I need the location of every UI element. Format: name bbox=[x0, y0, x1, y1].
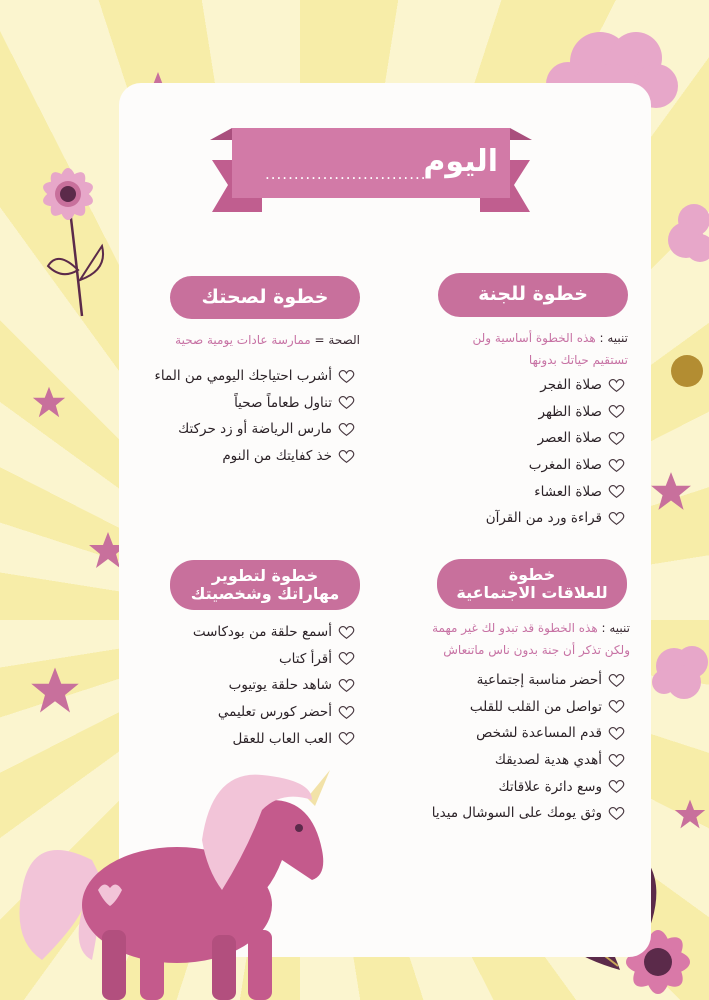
star-icon bbox=[674, 798, 706, 830]
list-item[interactable]: وثق يومك على السوشال ميديا bbox=[380, 800, 625, 827]
jannah-note-label: تنبيه : bbox=[599, 331, 628, 345]
date-placeholder-dots: ............................ bbox=[265, 165, 427, 183]
heart-checkbox-icon[interactable] bbox=[338, 705, 355, 720]
list-item[interactable]: تناول طعاماً صحياً bbox=[150, 390, 355, 417]
health-checklist bbox=[150, 363, 355, 469]
heart-checkbox-icon[interactable] bbox=[608, 673, 625, 688]
section-heading-health: خطوة لصحتك bbox=[170, 276, 360, 319]
list-item[interactable]: مارس الرياضة أو زد حركتك bbox=[150, 416, 355, 443]
skills-checklist bbox=[150, 619, 355, 752]
heart-checkbox-icon[interactable] bbox=[338, 395, 355, 410]
social-note-label: تنبيه : bbox=[601, 621, 630, 635]
health-note-text: ممارسة عادات يومية صحية bbox=[175, 333, 311, 347]
heart-checkbox-icon[interactable] bbox=[338, 731, 355, 746]
heart-checkbox-icon[interactable] bbox=[608, 779, 625, 794]
heart-checkbox-icon[interactable] bbox=[338, 625, 355, 640]
list-item[interactable]: أحضر كورس تعليمي bbox=[150, 699, 355, 726]
list-item[interactable]: صلاة المغرب bbox=[380, 452, 625, 479]
social-note-text: هذه الخطوة قد تبدو لك غير مهمة bbox=[432, 621, 598, 635]
jannah-note-text: هذه الخطوة أساسية ولن bbox=[472, 331, 596, 345]
heart-checkbox-icon[interactable] bbox=[338, 422, 355, 437]
list-item[interactable]: شاهد حلقة يوتيوب bbox=[150, 672, 355, 699]
list-item[interactable]: قدم المساعدة لشخص bbox=[380, 720, 625, 747]
gold-circle-icon bbox=[670, 354, 704, 388]
section-heading-skills bbox=[170, 560, 360, 610]
social-heading-line2: للعلاقات الاجتماعية bbox=[456, 583, 608, 602]
section-heading-jannah: خطوة للجنة bbox=[438, 273, 628, 317]
page-title: اليوم bbox=[423, 144, 498, 179]
list-item[interactable]: أحضر مناسبة إجتماعية bbox=[380, 667, 625, 694]
star-icon bbox=[650, 470, 692, 512]
list-item[interactable]: وسع دائرة علاقاتك bbox=[380, 773, 625, 800]
jannah-note-line2: تستقيم حياتك بدونها bbox=[528, 353, 628, 367]
skills-heading-line1: خطوة لتطوير bbox=[211, 565, 319, 585]
jannah-note-line1 bbox=[400, 327, 628, 349]
heart-checkbox-icon[interactable] bbox=[338, 678, 355, 693]
title-ribbon bbox=[0, 0, 709, 230]
cloud-right-lower-icon bbox=[648, 640, 709, 700]
star-icon bbox=[30, 665, 80, 715]
list-item[interactable]: أهدي هدية لصديقك bbox=[380, 747, 625, 774]
heart-checkbox-icon[interactable] bbox=[338, 651, 355, 666]
list-item[interactable]: أقرأ كتاب bbox=[150, 646, 355, 673]
heart-checkbox-icon[interactable] bbox=[608, 378, 625, 393]
social-checklist bbox=[380, 667, 625, 827]
star-icon bbox=[32, 385, 66, 419]
list-item[interactable]: أسمع حلقة من بودكاست bbox=[150, 619, 355, 646]
jannah-note bbox=[400, 327, 628, 371]
list-item[interactable]: صلاة العشاء bbox=[380, 478, 625, 505]
heart-checkbox-icon[interactable] bbox=[608, 511, 625, 526]
heart-checkbox-icon[interactable] bbox=[608, 699, 625, 714]
health-note-label: الصحة = bbox=[314, 333, 360, 347]
list-item[interactable]: قراءة ورد من القرآن bbox=[380, 505, 625, 532]
list-item[interactable]: صلاة العصر bbox=[380, 425, 625, 452]
social-heading-line1: خطوة bbox=[508, 564, 556, 584]
list-item[interactable]: خذ كفايتك من النوم bbox=[150, 443, 355, 470]
health-note bbox=[140, 329, 360, 351]
unicorn-icon bbox=[12, 760, 342, 1000]
skills-heading-line2: مهاراتك وشخصيتك bbox=[190, 584, 340, 603]
heart-checkbox-icon[interactable] bbox=[608, 484, 625, 499]
section-heading-social bbox=[437, 559, 627, 609]
list-item[interactable]: أشرب احتياجك اليومي من الماء bbox=[150, 363, 355, 390]
list-item[interactable]: صلاة الظهر bbox=[380, 399, 625, 426]
heart-checkbox-icon[interactable] bbox=[608, 753, 625, 768]
social-note bbox=[380, 617, 630, 661]
social-note-line1 bbox=[380, 617, 630, 639]
heart-checkbox-icon[interactable] bbox=[338, 369, 355, 384]
list-item[interactable]: تواصل من القلب للقلب bbox=[380, 694, 625, 721]
heart-checkbox-icon[interactable] bbox=[338, 449, 355, 464]
jannah-checklist bbox=[380, 372, 625, 532]
heart-checkbox-icon[interactable] bbox=[608, 431, 625, 446]
heart-checkbox-icon[interactable] bbox=[608, 404, 625, 419]
social-note-line2: ولكن تذكر أن جنة بدون ناس ماتنعاش bbox=[443, 643, 630, 657]
list-item[interactable]: صلاة الفجر bbox=[380, 372, 625, 399]
list-item[interactable]: العب العاب للعقل bbox=[150, 725, 355, 752]
heart-checkbox-icon[interactable] bbox=[608, 726, 625, 741]
heart-checkbox-icon[interactable] bbox=[608, 806, 625, 821]
heart-checkbox-icon[interactable] bbox=[608, 458, 625, 473]
